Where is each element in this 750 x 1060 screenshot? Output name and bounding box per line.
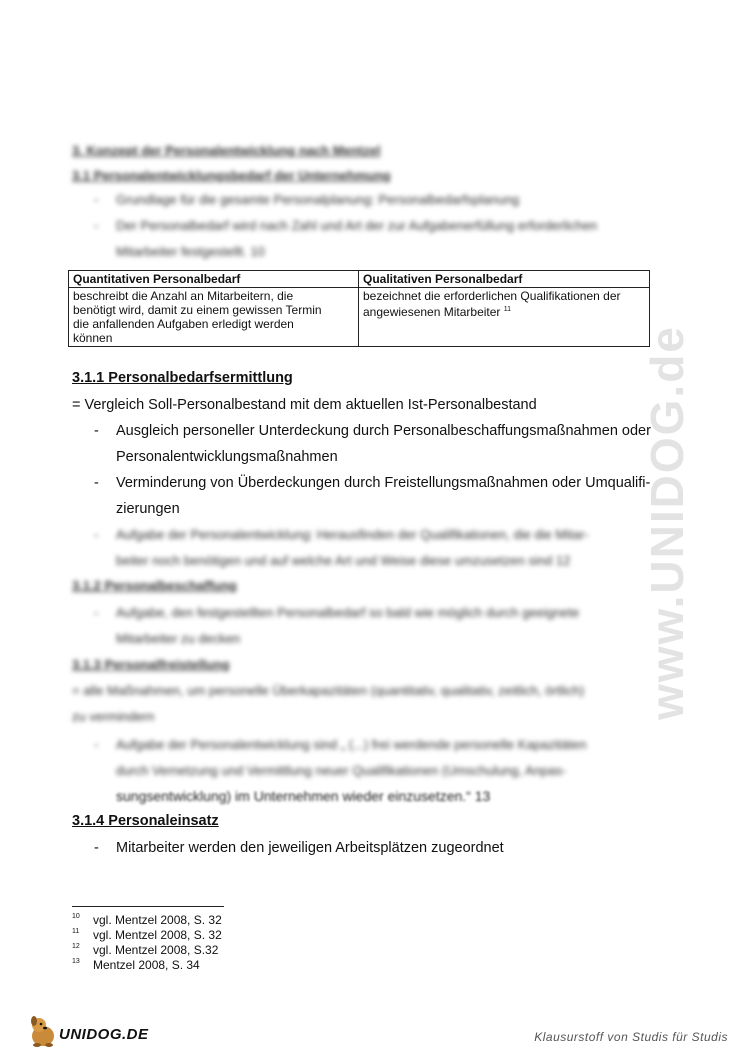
personalbedarf-table <box>68 270 650 347</box>
section-313-heading: 3.1.3 Personalfreistellung <box>72 657 230 672</box>
footnote-ref: 11 <box>503 306 512 313</box>
logo-text: UNIDOG.DE <box>59 1026 149 1043</box>
section-312-heading: 3.1.2 Personalbeschaffung <box>72 578 237 593</box>
section-314-heading: 3.1.4 Personaleinsatz <box>72 813 219 829</box>
unidog-logo[interactable] <box>25 1012 155 1052</box>
section-311-heading: 3.1.1 Personalbedarfsermittlung <box>72 370 293 386</box>
table-cell-quantitative: beschreibt die Anzahl an Mitarbeitern, die benötigt wird, damit zu einem gewissen Termin die anfallenden Aufgaben erledigt werden können <box>69 288 359 347</box>
footnote-divider <box>72 906 224 907</box>
watermark <box>640 280 750 740</box>
s313-definition: = alle Maßnahmen, um personelle Überkapazitäten (quantitativ, qualitativ, zeitlich, örtlich) <box>72 683 585 698</box>
table-header-qualitative: Qualitativen Personalbedarf <box>359 271 650 288</box>
chapter-heading: 3. Konzept der Personalentwicklung nach Mentzel <box>72 143 381 158</box>
table-header-quantitative: Quantitativen Personalbedarf <box>69 271 359 288</box>
table-cell-qualitative: bezeichnet die erforderlichen Qualifikationen der angewiesenen Mitarbeiter $^{11}$ <box>359 288 650 347</box>
footer-tagline: Klausurstoff von Studis für Studis <box>534 1030 728 1044</box>
watermark-text: www.UNIDOG.de <box>641 325 693 720</box>
table-row <box>69 288 650 347</box>
document-page: www.UNIDOG.de 3. Konzept der Personalentwicklung nach Mentzel 3.1 Personalentwicklungsbedarf der Unternehmung - Grundlage für die gesamte Personalplanung: Personalbedarfsplanung - Der Personalbedarf wird nach Zahl und Art der zur Aufgabenerfüllung erforderlichen Mitarbeiter festgestellt. 10 Quantitativen Personalbedarf Qualitativen Personalbedarf beschreibt die Anzahl an Mitarbeitern, die benötigt wird, damit zu einem gewissen Termin die anfallenden Aufgaben erledigt werden können bezeichnet die erforderlichen Qualifikationen der angewiesenen Mitarbeiter $^{11}$ 3.1.1 Personalbedarfsermittlung = Vergleich Soll-Personalbestand mit dem aktuellen Ist-Personalbestand - Ausgleich personeller Unterdeckung durch Personalbeschaffungsmaßnahmen oder Personalentwicklungsmaßnahmen - Verminderung von Überdeckungen durch Freistellungsmaßnahmen oder Umqualifi- zierungen - Aufgabe der Personalentwicklung: Herausfinden der Qualifikationen, die die Mitar- beiter noch benötigen und auf welche Art und Weise diese umzusetzen sind 12 3.1.2 Personalbeschaffung - Aufgabe, den festgestellten Personalbedarf so bald wie möglich durch geeignete Mitarbeiter zu decken 3.1.3 Personalfreistellung = alle Maßnahmen, um personelle Überkapazitäten (quantitativ, qualitativ, zeitlich, örtlich) zu vermindern - Aufgabe der Personalentwicklung sind „ (...) frei werdende personelle Kapazitäten durch Vernetzung und Vermittlung neuer Qualifikationen (Umschulung, Anpas- sungsentwicklung) im Unternehmen wieder einzusetzen.“ 13 3.1.4 Personaleinsatz - Mitarbeiter werden den jeweiligen Arbeitsplätzen zugeordnet 10 vgl. Mentzel 2008, S. 32 11 vgl. Mentzel 2008, S. 32 12 vgl. Mentzel 2008, S.32 13 Mentzel 2008, S. 34 UNIDOG.DE Klausurstoff von Studis für Studis <box>0 0 750 1060</box>
dog-icon <box>25 1014 61 1050</box>
s311-definition: = Vergleich Soll-Personalbestand mit dem aktuellen Ist-Personalbestand <box>72 397 537 413</box>
table-header-row <box>69 271 650 288</box>
section-31-heading: 3.1 Personalentwicklungsbedarf der Unternehmung <box>72 168 391 183</box>
s313-definition-cont: zu vermindern <box>72 709 155 724</box>
